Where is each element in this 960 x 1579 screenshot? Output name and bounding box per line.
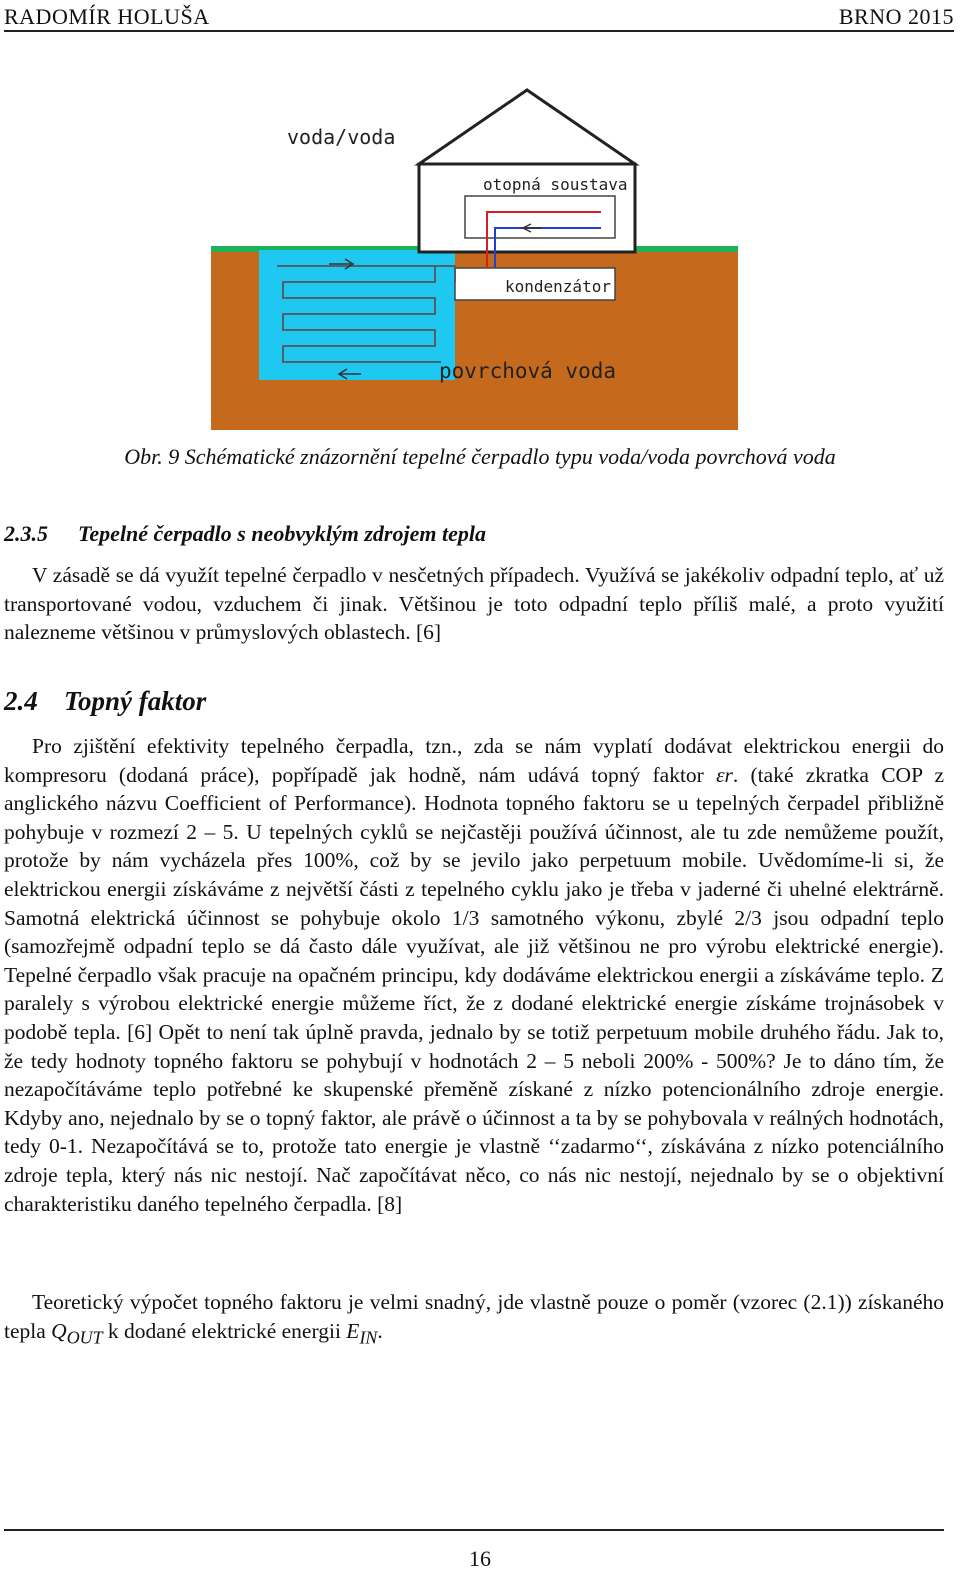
label-heating: otopná soustava	[483, 175, 628, 194]
text-part: .	[377, 1318, 383, 1343]
symbol-e: E	[346, 1318, 360, 1343]
symbol-epsilon: εr	[716, 762, 733, 787]
section-number: 2.4	[4, 686, 38, 716]
text-part: k dodané elektrické energii	[102, 1318, 347, 1343]
paragraph-text	[4, 1288, 944, 1351]
text-part: Pro zjištění efektivity tepelného čerpadla, tzn., zda se nám vyplatí dodávat elektrickou energii do kompresoru (dodaná práce), popřípadě jak hodně, nám udává topný faktor	[4, 734, 944, 787]
surface-water	[259, 250, 455, 380]
paragraph-text	[4, 732, 944, 1218]
page-number: 16	[469, 1546, 491, 1571]
heat-pump-diagram	[205, 86, 740, 434]
section-title: Topný faktor	[64, 686, 207, 716]
symbol-e-sub: IN	[359, 1326, 378, 1347]
label-condenser: kondenzátor	[505, 277, 611, 296]
section-number: 2.3.5	[4, 521, 48, 546]
symbol-q-sub: OUT	[66, 1326, 103, 1347]
label-water: povrchová voda	[439, 359, 617, 383]
header-place-year: BRNO 2015	[838, 4, 954, 29]
section-2-4-heading	[4, 686, 206, 717]
page-header	[4, 4, 954, 32]
symbol-q: Q	[51, 1318, 67, 1343]
paragraph-text: V zásadě se dá využít tepelné čerpadlo v nesčetných případech. Využívá se jakékoliv odpadní teplo, ať už transportované vodou, vzduchem či jinak. Většinou je toto odpadní teplo příliš malé, a proto využití nalezneme většinou v průmyslových oblastech. [6]	[4, 563, 944, 645]
section-title: Tepelné čerpadlo s neobvyklým zdrojem tepla	[78, 521, 486, 546]
footer-rule	[4, 1529, 944, 1531]
section-2-3-5-heading	[4, 521, 486, 547]
paragraph-2-4-a	[4, 732, 944, 1218]
text-part: Teoretický výpočet topného faktoru je velmi snadný, jde vlastně pouze o poměr (vzorec (2.1)) získaného tepla	[4, 1290, 944, 1343]
paragraph-2-3-5	[4, 561, 944, 647]
house-roof	[419, 90, 635, 164]
paragraph-2-4-b	[4, 1288, 944, 1351]
label-system: voda/voda	[287, 125, 396, 149]
header-author: RADOMÍR HOLUŠA	[4, 4, 210, 29]
text-part: . (také zkratka COP z anglického názvu Coefficient of Performance). Hodnota topného faktoru se u tepelných čerpadel přibližně pohybuje v rozmezí 2 – 5. U tepelných cyklů se nejčastěji používá účinnost, ale tu zde nemůžeme použít, protože by nám vycházela přes 100%, což by se jevilo jako perpetuum mobile. Uvědomíme-li si, že elektrickou energii získáváme z největší části z tepelného cyklu jako je třeba v jaderné či uhelné elektrárně. Samotná elektrická účinnost se pohybuje okolo 1/3 samotného výkonu, zbylé 2/3 jsou odpadní teplo (samozřejmě odpadní teplo se dá často dále využívat, ale již většinou ne pro výrobu elektrické energie). Tepelné čerpadlo však pracuje na opačném principu, kdy dodáváme elektrickou energii a získáváme teplo. Z paralely s výrobou elektrické energie můžeme říct, že z dodané elektrické energie získáme trojnásobek v podobě tepla. [6] Opět to není tak úplně pravda, jednalo by se totiž perpetuum mobile druhého řádu. Jak to, že tedy hodnoty topného faktoru se pohybují v hodnotách 2 – 5 neboli 200% - 500%? Je to dáno tím, že nezapočítáváme teplo potřebné ke skupenské přeměně získané z nízko potencionálního zdroje energie. Kdyby ano, nejednalo by se o topný faktor, ale právě o účinnost a ta by se pohybovala v reálných hodnotách, tedy 0-1. Nezapočítává se to, protože tato energie je vlastně ‘‘zadarmo‘‘, získávána z nízko potenciálního zdroje tepla, který nás nic nestojí. Nač započítávat něco, co nás nic nestojí, nejednalo by se o objektivní charakteristiku daného tepelného čerpadla. [8]	[4, 762, 944, 1216]
figure-caption: Obr. 9 Schématické znázornění tepelné čerpadlo typu voda/voda povrchová voda	[124, 444, 836, 469]
